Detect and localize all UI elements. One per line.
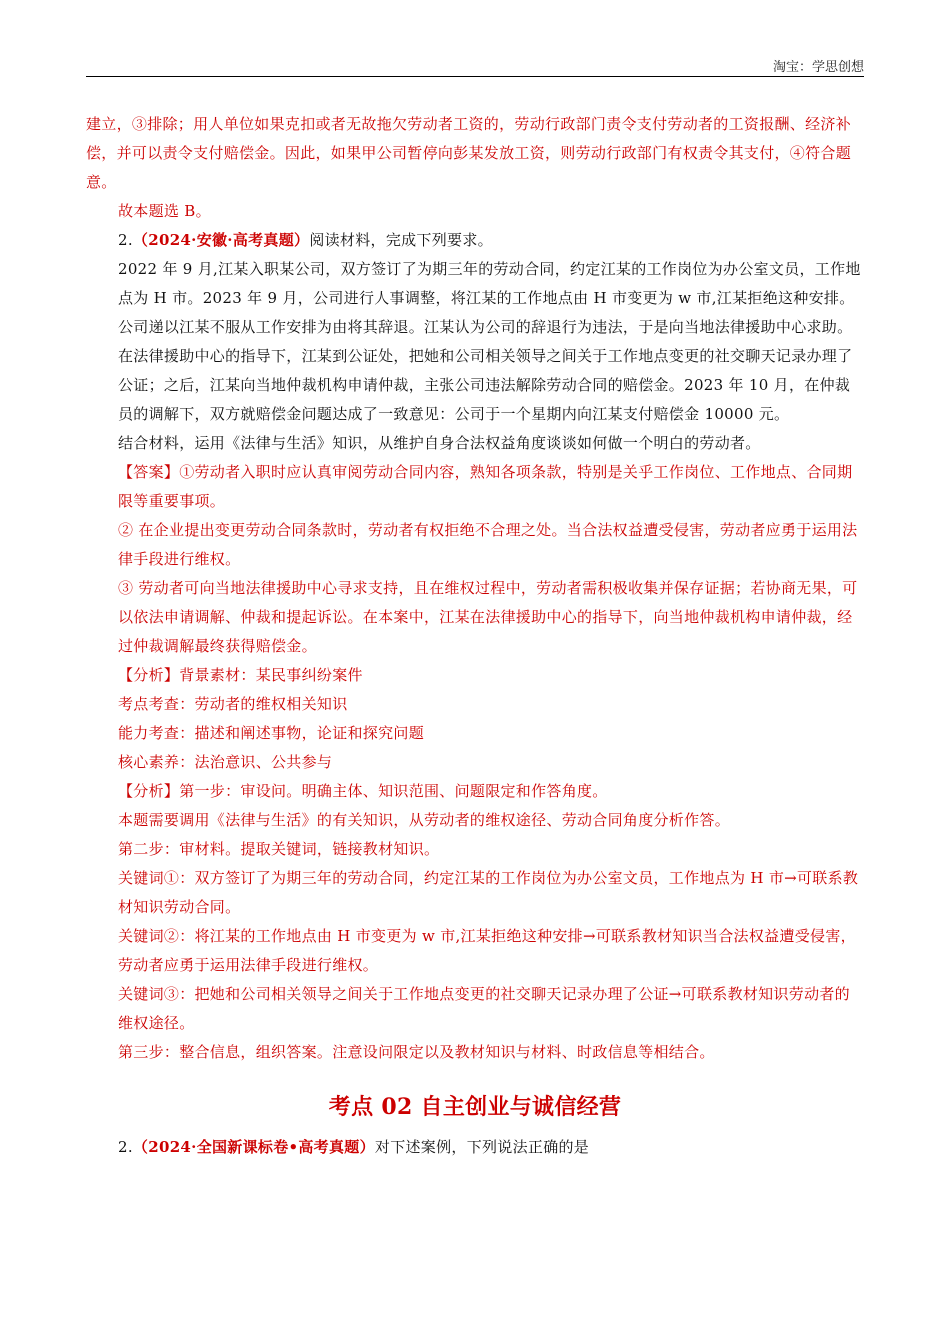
analysis-literacy: 核心素养：法治意识、公共参与 xyxy=(118,753,333,771)
question-3-heading xyxy=(86,1133,864,1162)
question-prompt: 阅读材料，完成下列要求。 xyxy=(309,231,493,249)
question-number: 2. xyxy=(118,231,133,249)
question-3-source: （2024·全国新课标卷•高考真题） xyxy=(132,1138,375,1156)
question-source: （2024·安徽·高考真题） xyxy=(132,231,310,249)
page-header xyxy=(86,56,864,77)
analysis-step-1 xyxy=(86,777,864,806)
section-title: 考点 02 自主创业与诚信经营 xyxy=(328,1094,622,1120)
analysis-step-3: 第三步：整合信息，组织答案。注意设问限定以及教材知识与材料、时政信息等相结合。 xyxy=(118,1043,715,1061)
keyword-3: 关键词③：把她和公司相关领导之间关于工作地点变更的社交聊天记录办理了公证→可联系教材知识劳动者的维权途径。 xyxy=(118,985,850,1032)
analysis-tag-2: 【分析】 xyxy=(118,782,180,800)
question-3-number: 2. xyxy=(118,1138,133,1156)
answer-1-text: ①劳动者入职时应认真审阅劳动合同内容，熟知各项条款，特别是关乎工作岗位、工作地点、合同期限等重要事项。 xyxy=(118,463,853,510)
analysis-step-1-detail: 本题需要调用《法律与生活》的有关知识，从劳动者的维权途径、劳动合同角度分析作答。 xyxy=(118,811,731,829)
analysis-background-text: 背景素材：某民事纠纷案件 xyxy=(179,666,363,684)
question-2-heading xyxy=(86,226,864,255)
question-task: 结合材料，运用《法律与生活》知识，从维护自身合法权益角度谈谈如何做一个明白的劳动者。 xyxy=(118,434,761,452)
keyword-2: 关键词②：将江某的工作地点由 H 市变更为 w 市,江某拒绝这种安排→可联系教材知识当合法权益遭受侵害，劳动者应勇于运用法律手段进行维权。 xyxy=(118,927,856,974)
analysis-step-2: 第二步：审材料。提取关键词，链接教材知识。 xyxy=(118,840,440,858)
analysis-tag: 【分析】 xyxy=(118,666,180,684)
prev-answer-paragraph: 建立，③排除；用人单位如果克扣或者无故拖欠劳动者工资的，劳动行政部门责令支付劳动者的工资报酬、经济补偿，并可以责令支付赔偿金。因此，如果甲公司暂停向彭某发放工资，则劳动行政部门有权责令其支付，④符合题意。 xyxy=(86,115,852,191)
answer-tag: 【答案】 xyxy=(118,463,180,481)
analysis-step-1-text: 第一步：审设问。明确主体、知识范围、问题限定和作答角度。 xyxy=(179,782,608,800)
document-body xyxy=(86,110,864,1162)
answer-3: ③ 劳动者可向当地法律援助中心寻求支持，且在维权过程中，劳动者需积极收集并保存证据；若协商无果，可以依法申请调解、仲裁和提起诉讼。在本案中，江某在法律援助中心的指导下，向当地仲裁机构申请仲裁，经过仲裁调解最终获得赔偿金。 xyxy=(118,579,858,655)
keyword-1: 关键词①：双方签订了为期三年的劳动合同，约定江某的工作岗位为办公室文员，工作地点为 H 市→可联系教材知识劳动合同。 xyxy=(118,869,859,916)
question-material: 2022 年 9 月,江某入职某公司，双方签订了为期三年的劳动合同，约定江某的工作岗位为办公室文员，工作地点为 H 市。2023 年 9 月，公司进行人事调整，将江某的工作地点由 H 市变更为 w 市,江某拒绝这种安排。公司递以江某不服从工作安排为由将其辞退。江某认为公司的辞退行为违法，于是向当地法律援助中心求助。在法律援助中心的指导下，江某到公证处，把她和公司相关领导之间关于工作地点变更的社交聊天记录办理了公证；之后，江某向当地仲裁机构申请仲裁，主张公司违法解除劳动合同的赔偿金。2023 年 10 月，在仲裁员的调解下，双方就赔偿金问题达成了一致意见：公司于一个星期内向江某支付赔偿金 10000 元。 xyxy=(118,260,861,423)
answer-2: ② 在企业提出变更劳动合同条款时，劳动者有权拒绝不合理之处。当合法权益遭受侵害，劳动者应勇于运用法律手段进行维权。 xyxy=(118,521,858,568)
analysis-background xyxy=(86,661,864,690)
header-text: 淘宝：学思创想 xyxy=(772,60,864,75)
question-3-prompt: 对下述案例，下列说法正确的是 xyxy=(374,1138,590,1156)
answer-1 xyxy=(86,458,864,516)
analysis-ability: 能力考查：描述和阐述事物，论证和探究问题 xyxy=(118,724,425,742)
prev-conclusion: 故本题选 B。 xyxy=(118,202,211,220)
analysis-point: 考点考查：劳动者的维权相关知识 xyxy=(118,695,348,713)
